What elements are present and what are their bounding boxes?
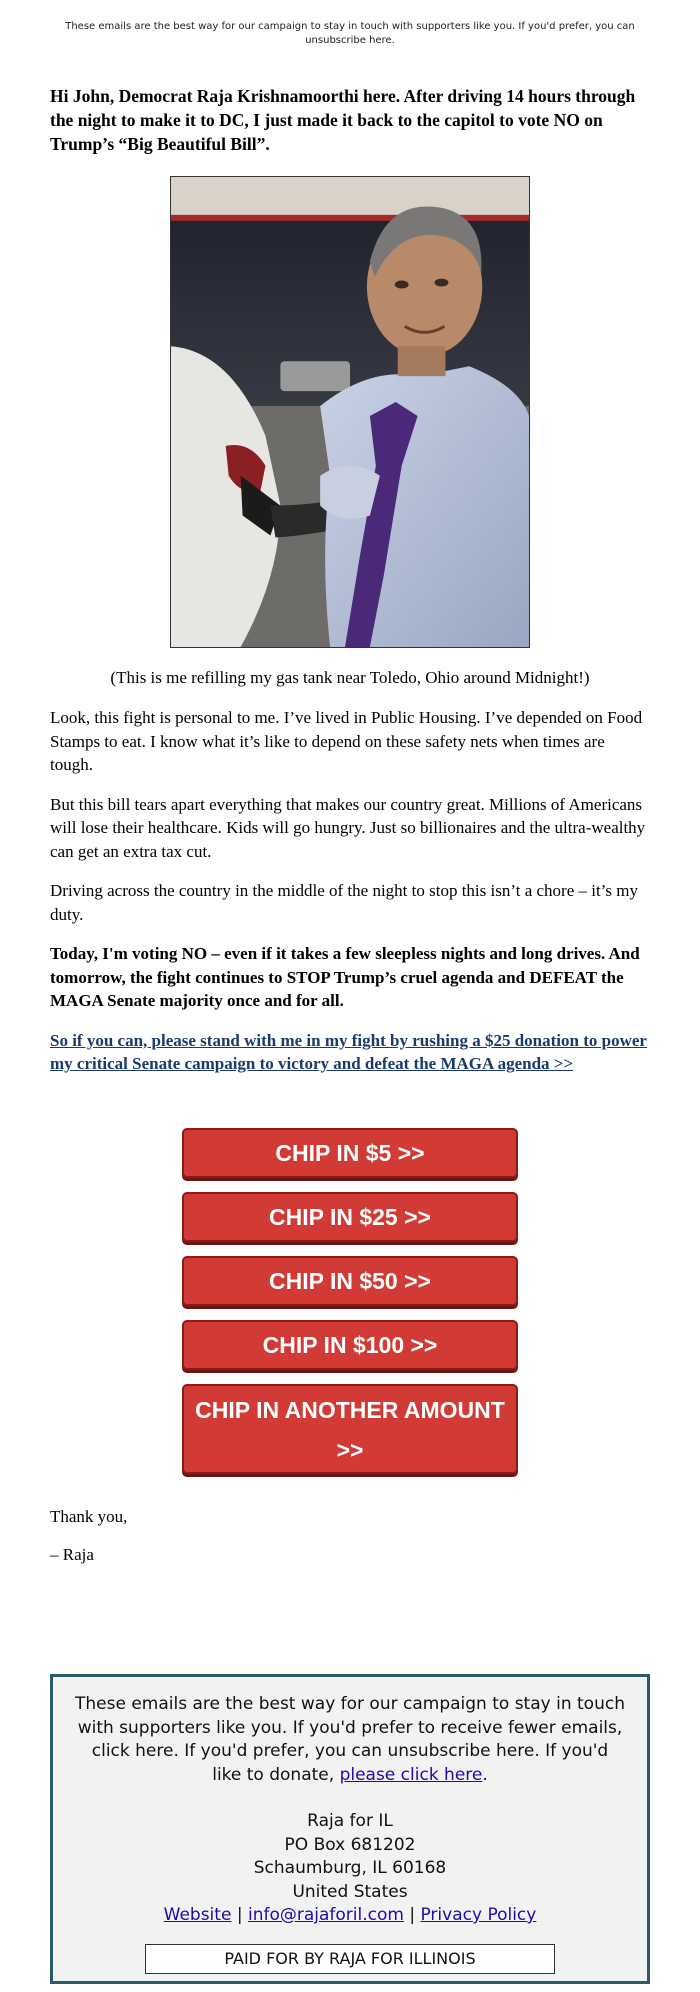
body-paragraph: Look, this fight is personal to me. I’ve lived in Public Housing. I’ve depended on Food Stamps to eat. I know what it’s like to depend on these safety nets when times are tough. [50, 708, 643, 774]
city-state-zip: Schaumburg, IL 60168 [253, 1858, 447, 1878]
link-separator: | [409, 1905, 416, 1925]
donation-buttons [0, 1128, 700, 1488]
org-name: Raja for IL [307, 1811, 393, 1831]
chip-in-other-amount-button[interactable] [182, 1384, 518, 1474]
body-paragraph: Driving across the country in the middle of the night to stop this isn’t a chore – it’s my duty. [50, 881, 638, 924]
signature: – Raja [50, 1545, 94, 1564]
body-paragraph: But this bill tears apart everything that makes our country great. Millions of Americans will lose their healthcare. Kids will go hungry. Just so billionaires and the ultra-wealthy can get an extra tax cut. [50, 794, 646, 861]
chip-in-50-button[interactable]: CHIP IN $50 >> [182, 1256, 518, 1306]
email-link[interactable]: info@rajaforil.com [247, 1905, 404, 1925]
chip-in-25-button[interactable]: CHIP IN $25 >> [182, 1192, 518, 1242]
footer-address [75, 1810, 625, 1928]
email-body [50, 84, 650, 1076]
footer-links [75, 1904, 625, 1928]
headline: Hi John, Democrat Raja Krishnamoorthi here. After driving 14 hours through the night to make it to DC, I just made it back to the capitol to vote NO on Trump’s “Big Beautiful Bill”. [50, 86, 636, 154]
footer-period: . [482, 1764, 488, 1785]
website-link[interactable]: Website [163, 1905, 232, 1925]
chip-in-100-button[interactable]: CHIP IN $100 >> [182, 1320, 518, 1370]
candidate-photo [170, 176, 530, 648]
country: United States [292, 1881, 408, 1902]
po-box: PO Box 681202 [284, 1834, 416, 1855]
thanks-text: Thank you, [50, 1507, 128, 1526]
footer-donate-link[interactable]: please click here [339, 1764, 483, 1785]
bold-paragraph: Today, I'm voting NO – even if it takes a few sleepless nights and long drives. And tomorrow, the fight continues to STOP Trump’s cruel agenda and DEFEAT the MAGA Senate majority once and for all. [50, 944, 640, 1010]
chip-in-5-button[interactable]: CHIP IN $5 >> [182, 1128, 518, 1178]
footer-message: These emails are the best way for our campaign to stay in touch with supporters like you. If you'd prefer to receive fewer emails, click here. If you'd prefer, you can unsubscribe here. If you'd like to donate, [75, 1694, 625, 1785]
donate-link[interactable]: So if you can, please stand with me in my fight by rushing a $25 donation to power my critical Senate campaign to victory and defeat the MAGA agenda >> [50, 1030, 647, 1073]
footer-box [50, 1674, 650, 1984]
preheader-text: These emails are the best way for our campaign to stay in touch with supporters like you. If you'd prefer, you can unsubscribe here. [65, 21, 635, 46]
photo-caption: (This is me refilling my gas tank near Toledo, Ohio around Midnight!) [110, 668, 590, 687]
paid-for-disclaimer: PAID FOR BY RAJA FOR ILLINOIS [145, 1944, 555, 1974]
gas-station-photo [170, 176, 530, 648]
privacy-policy-link[interactable]: Privacy Policy [420, 1905, 537, 1925]
footer-text [75, 1693, 625, 1787]
chip-in-other-amount-label: CHIP IN ANOTHER AMOUNT >> [195, 1397, 505, 1463]
signoff [50, 1505, 650, 1581]
link-separator: | [236, 1905, 243, 1925]
